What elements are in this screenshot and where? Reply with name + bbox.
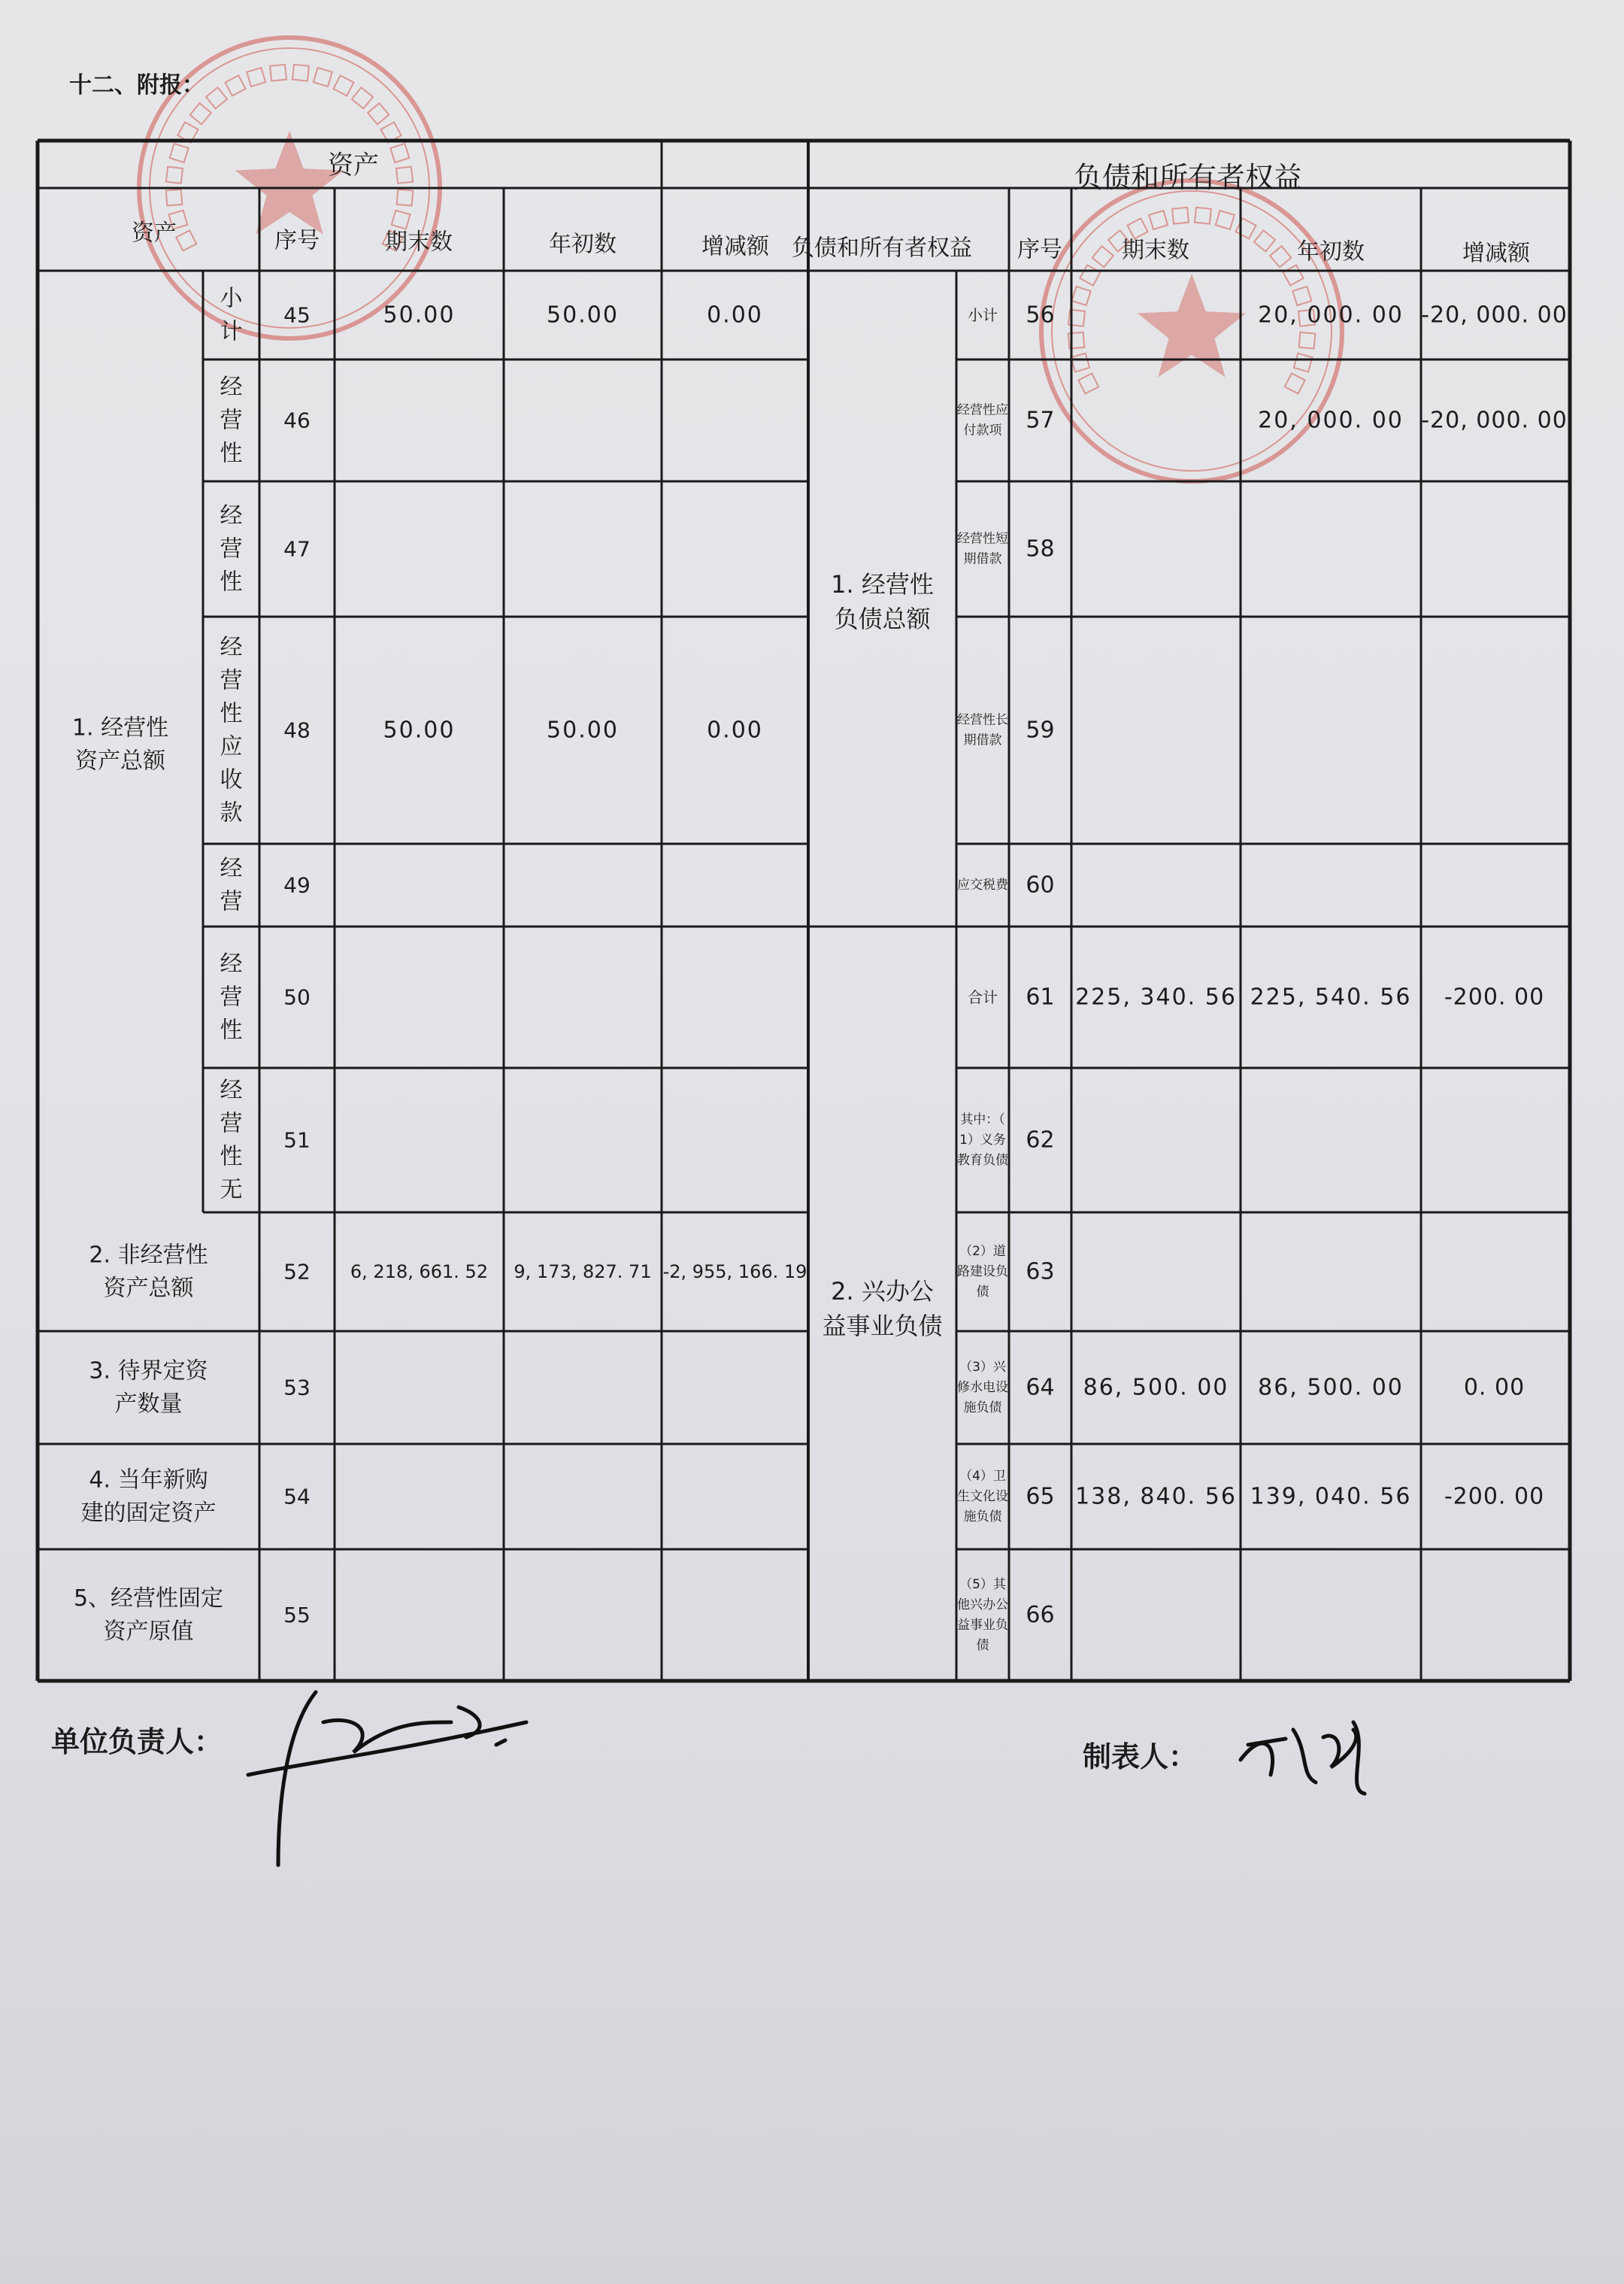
asset-row-seq: 54	[283, 1484, 311, 1509]
asset-item-label-line: 3. 待界定资	[89, 1357, 208, 1385]
assets-column-header: 资产	[132, 220, 177, 247]
asset-row-seq: 53	[283, 1375, 311, 1400]
liability-subitem-label-line: 教育负债	[957, 1153, 1008, 1168]
liability-subitem-label-line: 合计	[968, 988, 998, 1006]
asset-subitem-char: 营	[220, 535, 243, 563]
unit-head-signature	[248, 1692, 526, 1865]
asset-subitem-char: 经	[220, 1077, 243, 1104]
liability-row-change: 0. 00	[1463, 1374, 1526, 1401]
asset-item-label-line: 资产原值	[103, 1618, 194, 1645]
asset-row-seq: 49	[283, 872, 311, 898]
asset-subitem-label	[220, 503, 243, 596]
preparer-label: 制表人：	[1083, 1740, 1198, 1773]
asset-subitem-label	[220, 1078, 243, 1203]
liability-row-seq: 58	[1026, 535, 1055, 563]
public-welfare-liabilities-group-label-line: 益事业负债	[822, 1312, 943, 1340]
asset-subitem-char: 计	[220, 318, 243, 345]
asset-row-period-end: 50.00	[383, 302, 456, 329]
asset-row-change: -2, 955, 166. 19	[662, 1261, 807, 1282]
liability-subitem-label	[957, 713, 1008, 748]
asset-subitem-char: 营	[220, 407, 243, 434]
operating-assets-group-label	[72, 715, 168, 775]
asset-row-seq: 51	[283, 1127, 311, 1153]
liability-row-seq: 63	[1026, 1258, 1055, 1285]
operating-assets-group-label-line: 资产总额	[75, 748, 165, 775]
asset-subitem-char: 经	[220, 634, 243, 661]
asset-subitem-char: 性	[220, 700, 243, 727]
liability-row-year-begin: 20, 000. 00	[1258, 407, 1404, 434]
asset-item-label-line: 建的固定资产	[80, 1500, 217, 1527]
liability-subitem-label-line: 施负债	[963, 1509, 1002, 1524]
liability-row-year-begin: 20, 000. 00	[1258, 302, 1404, 329]
asset-item-label-line: 5、经营性固定	[73, 1585, 224, 1612]
public-welfare-liabilities-group-label	[822, 1277, 942, 1340]
asset-row-seq: 45	[283, 302, 311, 328]
liability-subitem-label-line: 经营性短	[957, 531, 1008, 547]
asset-subitem-char: 营	[220, 888, 243, 915]
operating-liabilities-group-label	[831, 570, 934, 633]
liability-row-seq: 59	[1026, 717, 1055, 744]
asset-row-period-end: 6, 218, 661. 52	[350, 1261, 489, 1282]
liability-subitem-label	[957, 532, 1008, 567]
period-end-header: 期末数	[385, 229, 453, 256]
liability-subitem-label-line: 债	[976, 1285, 989, 1300]
liability-subitem-label-line: （2）道	[959, 1244, 1006, 1259]
public-welfare-liabilities-group-label-line: 2. 兴办公	[831, 1277, 934, 1306]
asset-item-label	[74, 1585, 223, 1645]
asset-subitem-char: 性	[220, 569, 243, 596]
liability-subitem-label-line: 生文化设	[957, 1489, 1008, 1504]
liability-subitem-label-line: （4）卫	[959, 1469, 1006, 1484]
asset-row-year-begin: 50.00	[547, 717, 619, 744]
liability-subitem-label-line: （3）兴	[959, 1360, 1006, 1375]
liability-subitem-label	[957, 878, 1009, 893]
asset-subitem-char: 经	[220, 855, 243, 882]
asset-row-seq: 55	[283, 1603, 311, 1627]
liability-row-change: -20, 000. 00	[1421, 302, 1568, 329]
liability-subitem-label-line: 其中：（	[960, 1112, 1005, 1127]
asset-row-year-begin: 50.00	[547, 302, 619, 329]
asset-row-seq: 46	[283, 408, 311, 433]
liability-row-seq: 65	[1026, 1483, 1055, 1510]
asset-row-seq: 50	[283, 984, 311, 1010]
asset-subitem-char: 性	[220, 1017, 243, 1044]
liability-subitem-label-line: （5）其	[959, 1577, 1006, 1592]
asset-item-label-line: 2. 非经营性	[89, 1242, 208, 1269]
table-grid	[38, 141, 1570, 1681]
liability-row-period-end: 86, 500. 00	[1083, 1374, 1229, 1401]
asset-subitem-char: 经	[220, 374, 243, 401]
operating-liabilities-group-label-line: 负债总额	[834, 605, 931, 633]
liability-subitem-label	[957, 1112, 1008, 1168]
asset-item-label	[89, 1242, 208, 1302]
asset-subitem-label	[220, 951, 243, 1044]
liability-row-change: -200. 00	[1444, 984, 1545, 1011]
liability-row-seq: 60	[1026, 872, 1055, 899]
asset-subitem-char: 营	[220, 984, 243, 1011]
liability-subitem-label-line: 小计	[968, 306, 998, 324]
asset-item-label-line: 4. 当年新购	[89, 1467, 208, 1494]
unit-head-label: 单位负责人：	[51, 1725, 223, 1758]
liability-subitem-label	[968, 988, 998, 1006]
asset-subitem-char: 无	[220, 1176, 243, 1203]
liab-column-header: 负债和所有者权益	[792, 235, 972, 262]
asset-row-seq: 48	[283, 717, 311, 743]
liability-subitem-label-line: 路建设负	[957, 1264, 1008, 1279]
liability-row-seq: 56	[1026, 302, 1055, 329]
liability-row-seq: 61	[1026, 984, 1055, 1011]
liability-subitem-label	[957, 1576, 1008, 1653]
liability-subitem-label-line: 期借款	[963, 733, 1002, 748]
section-title: 十二、附报：	[69, 72, 205, 99]
operating-assets-group-label-line: 1. 经营性	[71, 714, 169, 742]
liability-row-seq: 66	[1026, 1602, 1055, 1628]
asset-subitem-char: 营	[220, 1110, 243, 1137]
preparer-signature	[1241, 1722, 1365, 1794]
asset-subitem-char: 性	[220, 1143, 243, 1170]
liability-row-year-begin: 86, 500. 00	[1258, 1374, 1404, 1401]
liability-subitem-label-line: 经营性应	[957, 402, 1008, 418]
liabilities-group-header: 负债和所有者权益	[1073, 161, 1303, 194]
asset-row-period-end: 50.00	[383, 717, 456, 744]
liability-subitem-label-line: 期借款	[963, 551, 1002, 567]
liability-subitem-label-line: 经营性长	[957, 712, 1008, 728]
seq-header-right: 序号	[1017, 236, 1062, 263]
liability-row-year-begin: 225, 540. 56	[1250, 984, 1412, 1011]
asset-subitem-char: 款	[220, 799, 243, 827]
liability-subitem-label-line: 修水电设	[957, 1380, 1008, 1395]
liability-subitem-label	[957, 1244, 1008, 1300]
asset-subitem-char: 经	[220, 502, 243, 529]
asset-subitem-label	[220, 635, 243, 827]
liability-row-year-begin: 139, 040. 56	[1250, 1483, 1412, 1510]
liability-subitem-label	[957, 1360, 1008, 1415]
assets-group-header: 资产	[328, 150, 379, 180]
liability-row-period-end: 138, 840. 56	[1075, 1483, 1237, 1510]
signatures	[248, 1692, 1365, 1865]
asset-subitem-char: 性	[220, 440, 243, 467]
operating-liabilities-group-label-line: 1. 经营性	[831, 570, 934, 599]
liability-row-seq: 62	[1026, 1127, 1055, 1154]
table-text	[72, 150, 1568, 1653]
liability-subitem-label-line: 1）义务	[959, 1133, 1006, 1148]
liability-row-change: -200. 00	[1444, 1483, 1545, 1510]
asset-row-change: 0.00	[707, 302, 763, 329]
asset-subitem-char: 应	[220, 733, 243, 760]
asset-subitem-char: 收	[220, 766, 243, 793]
asset-subitem-char: 经	[220, 951, 243, 978]
asset-row-change: 0.00	[707, 717, 763, 744]
asset-item-label	[89, 1358, 208, 1418]
liability-row-period-end: 225, 340. 56	[1075, 984, 1237, 1011]
year-begin-header-right: 年初数	[1297, 238, 1365, 265]
asset-row-year-begin: 9, 173, 827. 71	[514, 1261, 652, 1282]
liability-subitem-label-line: 应交税费	[957, 878, 1008, 893]
seq-header: 序号	[274, 227, 320, 254]
asset-item-label	[81, 1467, 217, 1527]
asset-item-label-line: 产数量	[114, 1391, 183, 1418]
year-begin-header: 年初数	[549, 231, 617, 258]
asset-row-seq: 52	[283, 1259, 311, 1285]
liability-subitem-label	[957, 1469, 1008, 1524]
asset-row-seq: 47	[283, 536, 311, 562]
liability-row-change: -20, 000. 00	[1421, 407, 1568, 434]
asset-subitem-label	[220, 375, 243, 467]
liability-subitem-label-line: 他兴办公	[957, 1597, 1008, 1612]
liability-subitem-label-line: 施负债	[963, 1400, 1002, 1415]
asset-subitem-label	[220, 856, 243, 915]
liability-subitem-label-line: 付款项	[963, 423, 1002, 438]
liability-row-seq: 64	[1026, 1374, 1055, 1401]
liability-subitem-label-line: 益事业负	[957, 1618, 1008, 1633]
liability-subitem-label	[957, 403, 1008, 438]
asset-subitem-char: 营	[220, 667, 243, 694]
asset-item-label-line: 资产总额	[103, 1275, 194, 1302]
change-header: 增减额	[701, 233, 769, 260]
asset-subitem-char: 小	[220, 285, 243, 312]
change-header-right: 增减额	[1462, 240, 1530, 267]
liability-subitem-label-line: 债	[976, 1638, 989, 1653]
liability-subitem-label	[968, 306, 998, 324]
red-seal	[1041, 180, 1342, 481]
liability-row-seq: 57	[1026, 407, 1055, 434]
period-end-header-right: 期末数	[1122, 237, 1189, 264]
